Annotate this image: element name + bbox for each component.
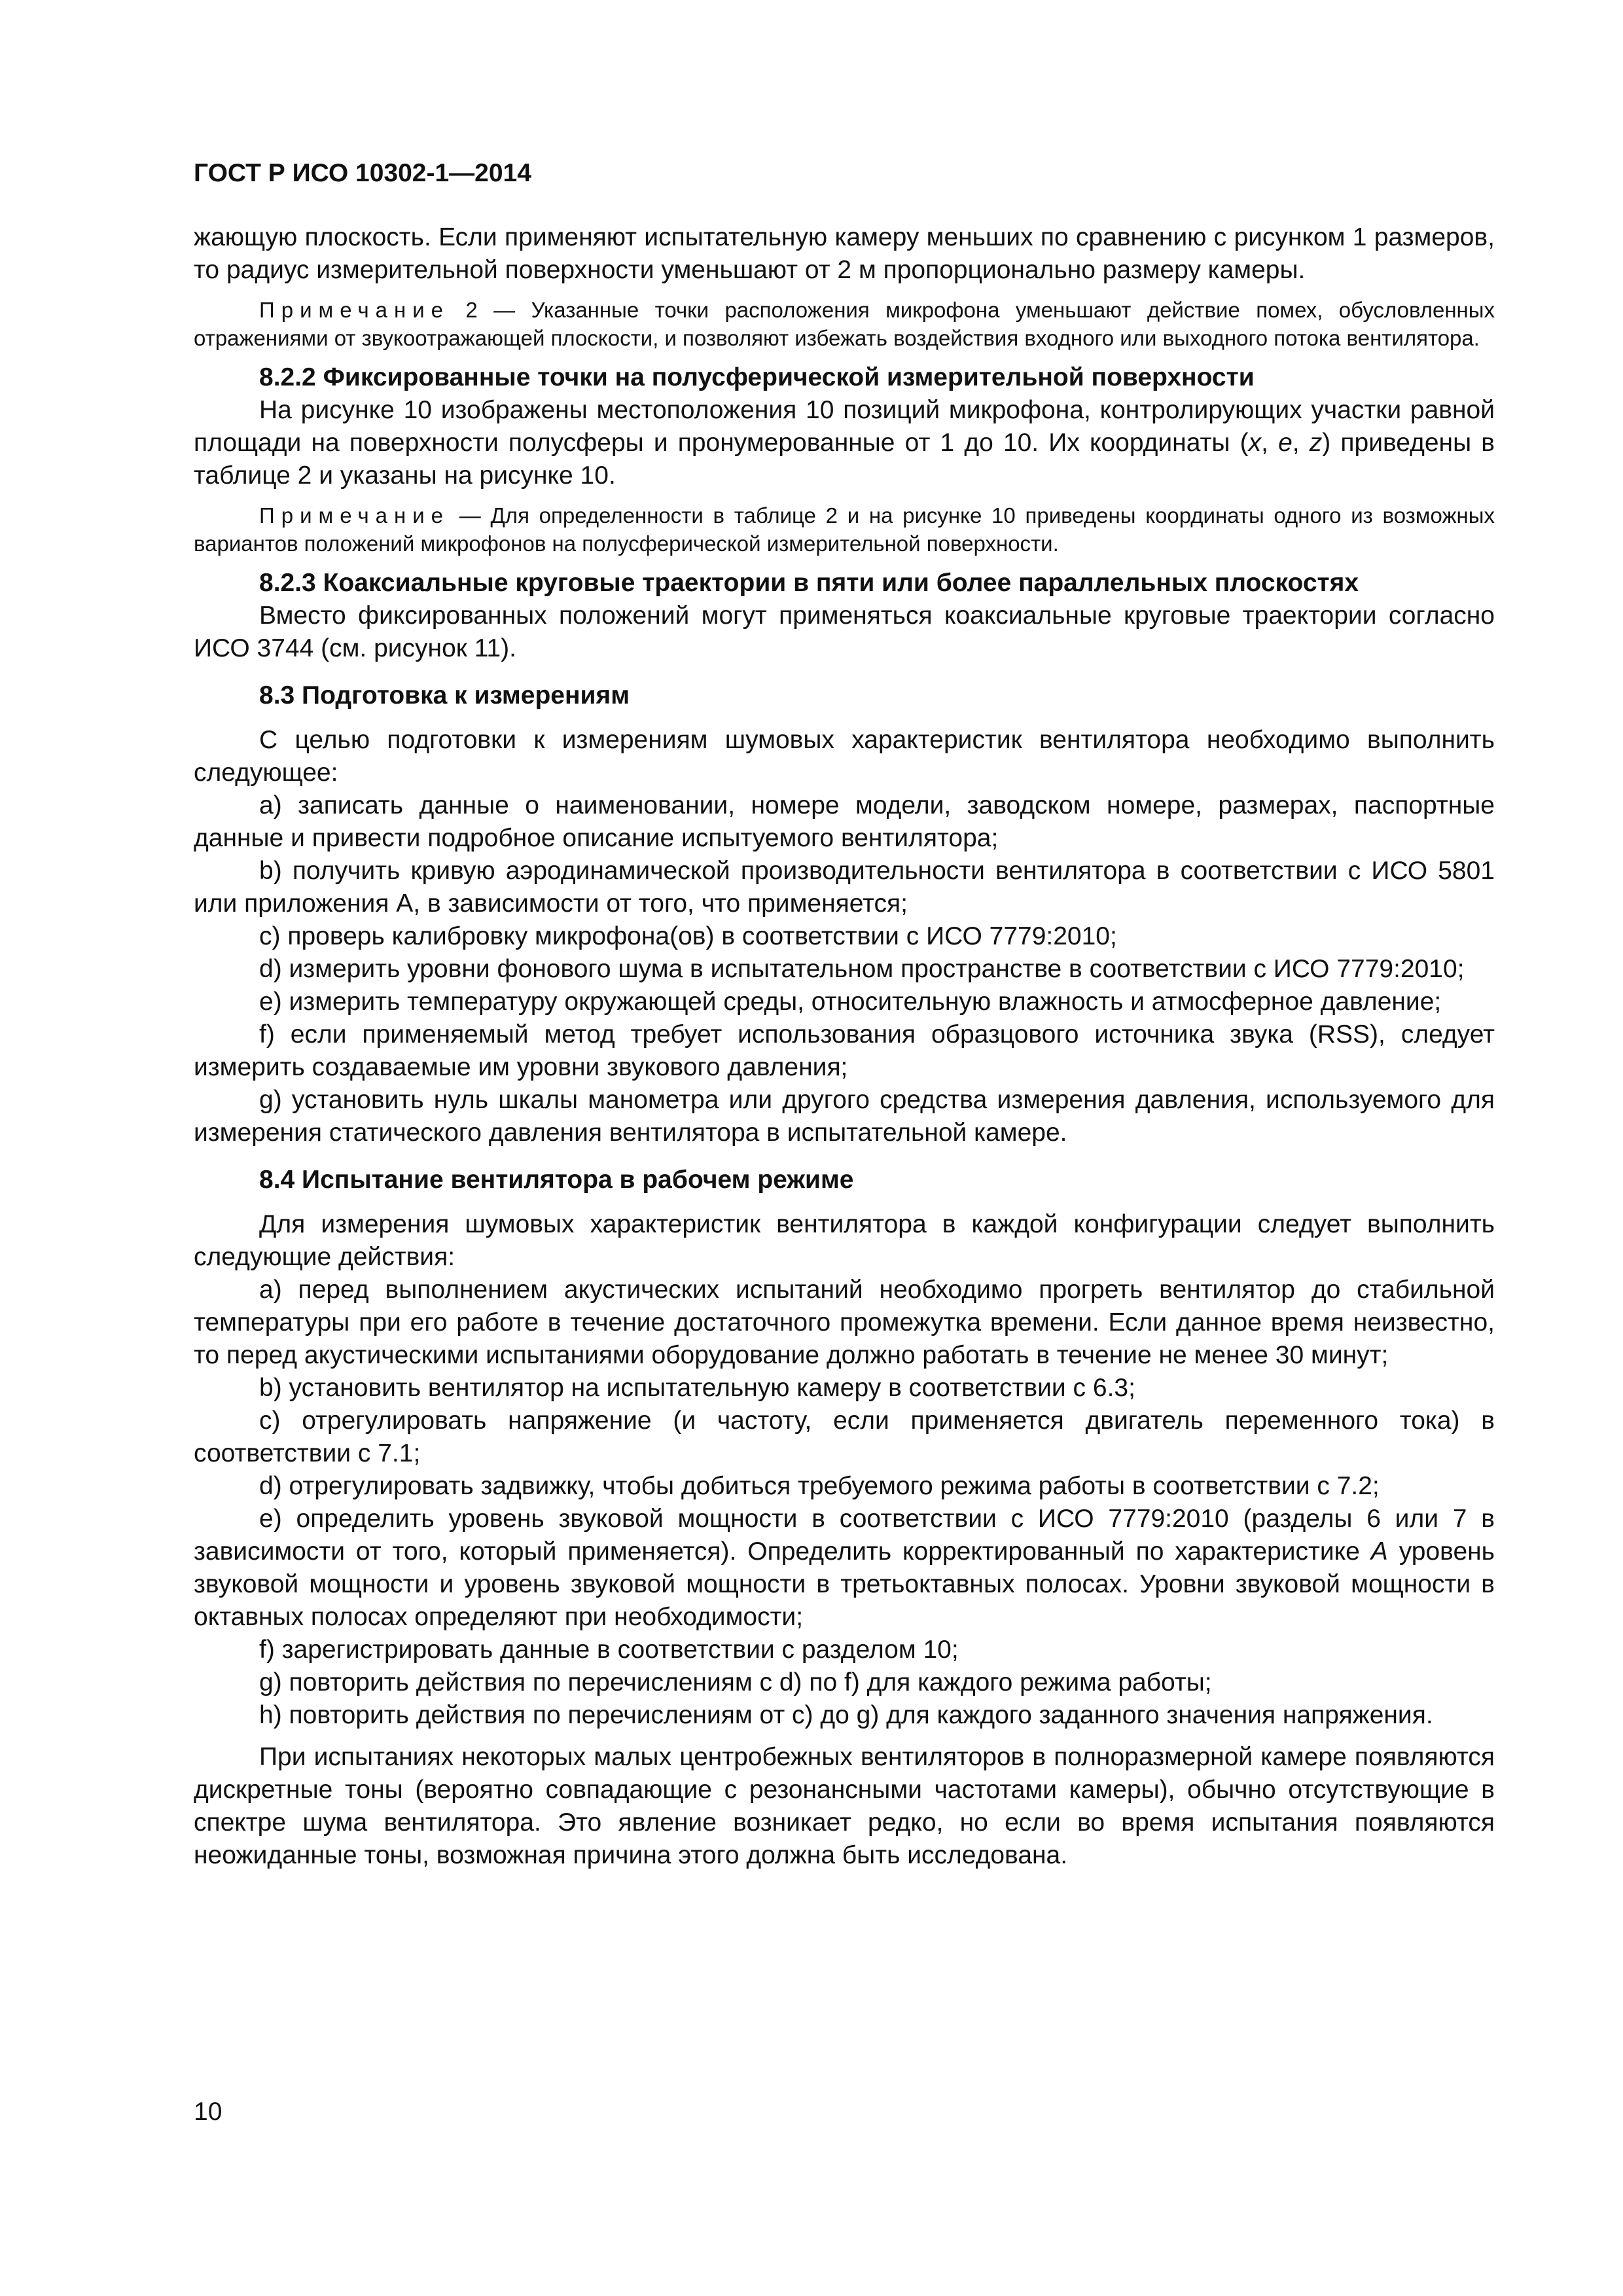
list-item: f) если применяемый метод требует использования образцового источника звука (RSS), следует измерить создаваемые им уровни звукового давления; bbox=[194, 1020, 1495, 1081]
list-item: h) повторить действия по перечислениям от c) до g) для каждого заданного значения напряжения. bbox=[259, 1701, 1433, 1729]
text-run: На рисунке 10 изображены местоположения 10 позиций микрофона, контролирующих участки равной площади на поверхности полусферы и пронумерованные от 1 до 10. Их координаты ( bbox=[194, 396, 1495, 457]
list-item: c) проверь калибровку микрофона(ов) в соответствии с ИСО 7779:2010; bbox=[259, 922, 1117, 950]
coord-z: z bbox=[1309, 429, 1323, 457]
list-item: e) измерить температуру окружающей среды, относительную влажность и атмосферное давление; bbox=[259, 988, 1442, 1016]
list-item: a) записать данные о наименовании, номере модели, заводском номере, размерах, паспортные данные и привести подробное описание испытуемого вентилятора; bbox=[194, 791, 1495, 852]
page-number: 10 bbox=[194, 2098, 223, 2126]
text-run: , bbox=[1261, 429, 1279, 457]
document-header: ГОСТ Р ИСО 10302-1—2014 bbox=[194, 159, 531, 187]
paragraph-8-3: С целью подготовки к измерениям шумовых характеристик вентилятора необходимо выполнить следующее: bbox=[194, 726, 1495, 787]
paragraph-8-4: Для измерения шумовых характеристик вентилятора в каждой конфигурации следует выполнить следующие действия: bbox=[194, 1210, 1495, 1271]
paragraph-intro: жающую плоскость. Если применяют испытательную камеру меньших по сравнению с рисунком 1 размеров, то радиус измерительной поверхности уменьшают от 2 м пропорционально размеру камеры. bbox=[194, 223, 1495, 284]
paragraph-final: При испытаниях некоторых малых центробежных вентиляторов в полноразмерной камере появляются дискретные тоны (вероятно совпадающие с резонансными частотами камеры), обычно отсутствующие в спектре шума вентилятора. Это явление возникает редко, но если во время испытания появляются неожиданные тоны, возможная причина этого должна быть исследована. bbox=[194, 1743, 1495, 1869]
note-label: Примечание bbox=[259, 503, 450, 528]
note-text: 2 — Указанные точки расположения микрофона уменьшают действие помех, обусловленных отражениями от звукоотражающей плоскости, и позволяют избежать воздействия входного или выходного потока вентилятора. bbox=[194, 298, 1495, 350]
list-item: g) повторить действия по перечислениям с d) по f) для каждого режима работы; bbox=[259, 1668, 1212, 1696]
list-item: g) установить нуль шкалы манометра или другого средства измерения давления, используемого для измерения статического давления вентилятора в испытательной камере. bbox=[194, 1086, 1495, 1147]
heading-8-2-3: 8.2.3 Коаксиальные круговые траектории в пяти или более параллельных плоскостях bbox=[259, 569, 1359, 597]
list-item: c) отрегулировать напряжение (и частоту, если применяется двигатель переменного тока) в соответствии с 7.1; bbox=[194, 1407, 1495, 1467]
heading-8-4: 8.4 Испытание вентилятора в рабочем режиме bbox=[259, 1166, 854, 1194]
text-run: e) определить уровень звуковой мощности в соответствии с ИСО 7779:2010 (разделы 6 или 7 в зависимости от того, который применяется). Определить корректированный по характеристике bbox=[194, 1505, 1495, 1566]
list-item bbox=[194, 1503, 1495, 1634]
note-2 bbox=[194, 296, 1495, 352]
note-label: Примечание bbox=[259, 298, 450, 322]
weighting-a: А bbox=[1370, 1537, 1388, 1566]
list-item: d) отрегулировать задвижку, чтобы добиться требуемого режима работы в соответствии с 7.2; bbox=[259, 1472, 1380, 1500]
note-text: — Для определенности в таблице 2 и на рисунке 10 приведены координаты одного из возможных вариантов положений микрофонов на полусферической измерительной поверхности. bbox=[194, 503, 1495, 556]
paragraph-8-2-3: Вместо фиксированных положений могут применяться коаксиальные круговые траектории согласно ИСО 3744 (см. рисунок 11). bbox=[194, 601, 1495, 662]
list-item: d) измерить уровни фонового шума в испытательном пространстве в соответствии с ИСО 7779:2010; bbox=[259, 955, 1465, 983]
heading-8-3: 8.3 Подготовка к измерениям bbox=[259, 681, 630, 709]
text-run: уровень звуковой мощности и уровень звуковой мощности в третьоктавных полосах. Уровни звуковой мощности в октавных полосах определяют при необходимости; bbox=[194, 1537, 1495, 1631]
heading-8-2-2: 8.2.2 Фиксированные точки на полусферической измерительной поверхности bbox=[259, 363, 1255, 391]
list-item: b) установить вентилятор на испытательную камеру в соответствии с 6.3; bbox=[259, 1374, 1135, 1402]
coord-x: x bbox=[1248, 429, 1262, 457]
list-item: f) зарегистрировать данные в соответствии с разделом 10; bbox=[259, 1636, 959, 1664]
list-item: a) перед выполнением акустических испытаний необходимо прогреть вентилятор до стабильной температуры при его работе в течение достаточного промежутка времени. Если данное время неизвестно, то перед акустическими испытаниями оборудование должно работать в течение не менее 30 минут; bbox=[194, 1276, 1495, 1369]
text-run: , bbox=[1292, 429, 1310, 457]
document-page bbox=[194, 157, 1495, 1872]
text-run: ) приведены в таблице 2 и указаны на рисунке 10. bbox=[194, 429, 1495, 490]
paragraph-8-2-2 bbox=[194, 394, 1495, 492]
note-3 bbox=[194, 501, 1495, 558]
coord-e: e bbox=[1278, 429, 1293, 457]
list-item: b) получить кривую аэродинамической производительности вентилятора в соответствии с ИСО 5801 или приложения А, в зависимости от того, что применяется; bbox=[194, 857, 1495, 918]
